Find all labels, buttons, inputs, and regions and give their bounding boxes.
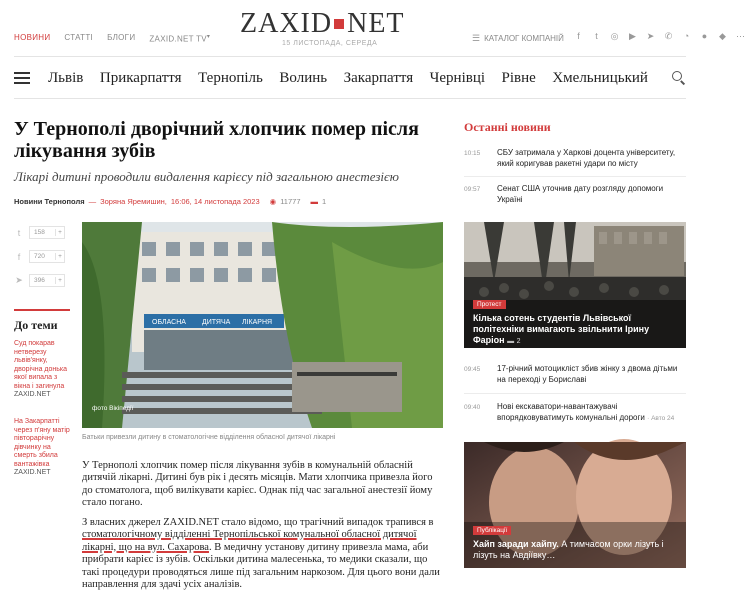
news-time: 09:57 [464, 186, 481, 193]
topnav-articles[interactable]: СТАТТІ [64, 33, 94, 42]
facebook-icon[interactable]: f [577, 31, 580, 41]
facebook-icon: f [17, 251, 21, 262]
card-title [473, 313, 679, 347]
telegram-icon: ➤ [15, 275, 23, 285]
divider [464, 393, 686, 394]
city-prykarpattia[interactable]: Прикарпаття [99, 69, 182, 86]
news-time: 09:40 [464, 404, 481, 411]
news-tag: · Авто 24 [647, 414, 675, 422]
city-khmelnytskyi[interactable]: Хмельницький [552, 69, 648, 86]
related-topic-text: Суд покарав нетверезу львів'янку, дворічна донька якої випала з вікна і загинула [14, 340, 68, 390]
catalog-icon: ☰ [472, 33, 481, 43]
eye-icon: ◉ [269, 197, 277, 206]
city-rivne[interactable]: Рівне [501, 69, 536, 86]
related-topic-text: На Закарпатті через п'яну матір півторарічну дівчинку на смерть збила вантажівка [14, 418, 70, 468]
plus-icon: + [55, 229, 64, 236]
photo-sign-3: ЛІКАРНЯ [242, 319, 273, 326]
divider [464, 176, 686, 177]
twitter-icon: t [17, 227, 21, 238]
latest-news-heading[interactable]: Останні новини [464, 120, 551, 134]
article-meta [14, 197, 326, 206]
related-topic[interactable] [14, 340, 70, 400]
photo-sign-2: ДИТЯЧА [202, 319, 231, 326]
share-count-box [29, 250, 65, 263]
article-lead: Лікарі дитині проводили видалення карієсу під загальною анестезією [14, 169, 399, 184]
article-author[interactable]: Зоряна Яремишин, [100, 197, 167, 206]
article-paragraph [82, 517, 444, 591]
news-title: Сенат США уточнив дату розгляду допомоги Україні [497, 184, 664, 204]
logo-right: NET [347, 8, 405, 39]
instagram-icon[interactable]: ◎ [610, 31, 619, 41]
social-links [574, 31, 745, 42]
highlighted-text: стоматологічному відділенні Тернопільської комунальної обласної дитячої лікарні, що на вул. Сахарова [82, 529, 417, 553]
android-icon[interactable]: ◆ [719, 31, 726, 41]
divider [14, 56, 686, 57]
topnav-tv-label: ZAXID.NET TV [149, 34, 207, 44]
apple-icon[interactable]: ● [701, 31, 708, 41]
article-title: У Тернополі дворічний хлопчик помер після лікування зубів [14, 118, 419, 162]
rss-icon[interactable]: ◔ [683, 31, 690, 41]
related-topic-source: ZAXID.NET [14, 469, 51, 476]
article-datetime: 16:06, 14 листопада 2023 [170, 197, 260, 206]
topnav-news[interactable]: НОВИНИ [14, 33, 51, 42]
city-list [48, 70, 672, 87]
comment-icon: ▬ [310, 197, 318, 206]
topics-divider [14, 309, 70, 311]
photo-sign-1: ОБЛАСНА [152, 319, 186, 326]
city-zakarpattia[interactable]: Закарпаття [343, 69, 414, 86]
news-title: 17-річний мотоцикліст збив жінку з двома дітьми на переході у Бориславі [497, 364, 678, 384]
plus-icon: + [55, 277, 64, 284]
card-title-rest: А тимчасом орки лізуть і лізуть на Авдіївку… [473, 539, 664, 560]
more-icon[interactable]: ⋯ [736, 31, 745, 41]
paragraph-text: З власних джерел ZAXID.NET стало відомо, що трагічний випадок трапився в [82, 517, 434, 528]
topics-heading: До теми [14, 318, 58, 332]
share-facebook[interactable] [14, 249, 70, 264]
youtube-icon[interactable]: ▶ [629, 31, 636, 41]
city-volyn[interactable]: Волинь [279, 69, 328, 86]
viber-icon[interactable]: ✆ [664, 31, 673, 41]
news-time: 10:15 [464, 150, 481, 157]
card-badge: Публікації [473, 526, 511, 535]
telegram-icon[interactable]: ➤ [646, 31, 655, 41]
card-comment-count: 2 [516, 338, 521, 345]
share-count: 158 [34, 229, 45, 236]
photo-credit: фото Вікіпедії [92, 405, 134, 412]
city-ternopil[interactable]: Тернопіль [198, 69, 263, 86]
article-photo[interactable] [82, 222, 443, 428]
news-time: 09:45 [464, 366, 481, 373]
share-telegram[interactable] [14, 273, 70, 288]
logo-left: ZAXID [240, 8, 333, 39]
site-logo[interactable] [240, 8, 405, 40]
share-count: 720 [34, 253, 45, 260]
card-title-bold: Хайп заради хайпу. [473, 539, 559, 549]
news-item[interactable] [464, 364, 686, 385]
catalog-link[interactable] [472, 33, 564, 44]
photo-caption: Батьки привезли дитину в стоматологічне відділення обласної дитячої лікарні [82, 434, 336, 441]
share-count-box [29, 226, 65, 239]
news-item[interactable] [464, 148, 686, 169]
related-topic[interactable] [14, 418, 70, 478]
city-nav [14, 60, 686, 96]
news-title: СБУ затримала у Харкові доцента університету, який коригував ракетні удари по місту [497, 148, 676, 168]
news-item[interactable] [464, 184, 686, 205]
card-title-text: Кілька сотень студентів Львівської політехніки вимагають звільнити Ірину Фаріон [473, 313, 650, 345]
related-topic-source: ZAXID.NET [14, 391, 51, 398]
twitter-icon[interactable]: t [595, 31, 598, 41]
chevron-down-icon: ▾ [206, 34, 211, 40]
divider [14, 98, 686, 99]
hospital-photo-illustration [82, 222, 443, 428]
site-header [0, 0, 745, 56]
logo-dot-icon [334, 19, 344, 29]
top-nav [14, 33, 210, 44]
comment-count[interactable]: 1 [322, 197, 327, 206]
menu-icon[interactable] [14, 72, 30, 84]
news-item[interactable] [464, 402, 686, 424]
city-chernivtsi[interactable]: Чернівці [429, 69, 486, 86]
topnav-tv[interactable] [149, 33, 210, 44]
share-count-box [29, 274, 65, 287]
city-lviv[interactable]: Львів [48, 69, 84, 86]
topnav-blogs[interactable]: БЛОГИ [107, 33, 136, 42]
catalog-label: КАТАЛОГ КОМПАНІЙ [484, 34, 564, 43]
news-title [497, 402, 686, 424]
featured-card-protest[interactable] [464, 222, 686, 348]
paragraph-text: . В медичну установу дитину привезла мама, аби прибрати карієс із зубів. Оскільки дитина малесенька, то медики сказали, що такі процедури проводяться лише під загальним наркозом. Для цього вони дали направлення для здачі усіх аналізів. [82, 541, 440, 591]
view-count: 11777 [280, 197, 301, 206]
search-icon[interactable] [672, 71, 686, 85]
meta-separator: — [88, 197, 97, 206]
article-paragraph: У Тернополі хлопчик помер після лікування зубів в комунальній обласній дитячій лікарні. Дитині був рік і десять місяців. Мати хлопчика привезла його до стоматолога, щоб вилікувати карієс. Однак під час загальної анестезії йому стало погано. [82, 460, 433, 509]
share-count: 396 [34, 277, 45, 284]
share-bar [14, 225, 70, 297]
card-badge: Протест [473, 300, 506, 309]
article-category[interactable]: Новини Тернополя [14, 197, 85, 206]
dateline: 15 ЛИСТОПАДА, СЕРЕДА [282, 40, 378, 47]
comment-icon: ▬ [507, 338, 515, 345]
card-title [473, 539, 679, 561]
plus-icon: + [55, 253, 64, 260]
news-title-text: Нові екскаватори-навантажувачі впорядковуватимуть комунальні дороги [497, 402, 645, 422]
share-twitter[interactable] [14, 225, 70, 240]
featured-card-publication[interactable] [464, 442, 686, 568]
